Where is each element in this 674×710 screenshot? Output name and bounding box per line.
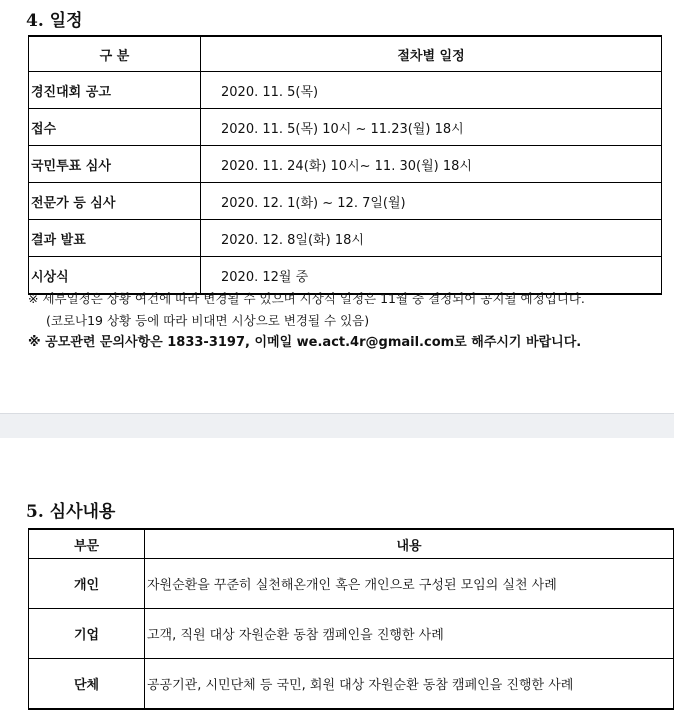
header-content: 내용 (145, 529, 674, 559)
table-row (29, 109, 662, 146)
note-schedule-change: ※ 세부일정은 상황 여건에 따라 변경될 수 있으며 시상식 일정은 11월 중 결정되어 공지될 예정입니다. (28, 291, 585, 306)
row-division: 개인 (29, 559, 145, 609)
header-category: 구 분 (29, 36, 201, 72)
review-table (28, 528, 674, 710)
schedule-table (28, 35, 662, 295)
row-content: 공공기관, 시민단체 등 국민, 회원 대상 자원순환 동참 캠페인을 진행한 사례 (145, 659, 674, 710)
table-header-row (29, 36, 662, 72)
row-category: 결과 발표 (29, 220, 201, 257)
table-row (29, 609, 674, 659)
section-divider-band (0, 413, 674, 438)
table-row (29, 659, 674, 710)
row-schedule: 2020. 12. 8일(화) 18시 (201, 220, 662, 257)
note-contact: ※ 공모관련 문의사항은 1833-3197, 이메일 we.act.4r@gmail.com로 해주시기 바랍니다. (28, 335, 582, 350)
schedule-notes (28, 288, 585, 354)
row-category: 경진대회 공고 (29, 72, 201, 109)
row-division: 기업 (29, 609, 145, 659)
header-schedule: 절차별 일정 (201, 36, 662, 72)
row-schedule: 2020. 12월 중 (201, 257, 662, 295)
table-row (29, 183, 662, 220)
row-category: 시상식 (29, 257, 201, 295)
section-4-title: 4. 일정 (26, 11, 83, 31)
row-schedule: 2020. 11. 5(목) (201, 72, 662, 109)
row-division: 단체 (29, 659, 145, 710)
table-row (29, 559, 674, 609)
table-header-row (29, 529, 674, 559)
row-schedule: 2020. 11. 5(목) 10시 ~ 11.23(월) 18시 (201, 109, 662, 146)
row-category: 국민투표 심사 (29, 146, 201, 183)
header-division: 부문 (29, 529, 145, 559)
row-category: 전문가 등 심사 (29, 183, 201, 220)
table-row (29, 146, 662, 183)
table-row (29, 220, 662, 257)
row-schedule: 2020. 11. 24(화) 10시~ 11. 30(월) 18시 (201, 146, 662, 183)
section-5-title: 5. 심사내용 (26, 502, 116, 522)
row-schedule: 2020. 12. 1(화) ~ 12. 7일(월) (201, 183, 662, 220)
note-covid: (코로나19 상황 등에 따라 비대면 시상으로 변경될 수 있음) (46, 313, 370, 328)
row-content: 고객, 직원 대상 자원순환 동참 캠페인을 진행한 사례 (145, 609, 674, 659)
table-row (29, 72, 662, 109)
row-content: 자원순환을 꾸준히 실천해온개인 혹은 개인으로 구성된 모임의 실천 사례 (145, 559, 674, 609)
row-category: 접수 (29, 109, 201, 146)
